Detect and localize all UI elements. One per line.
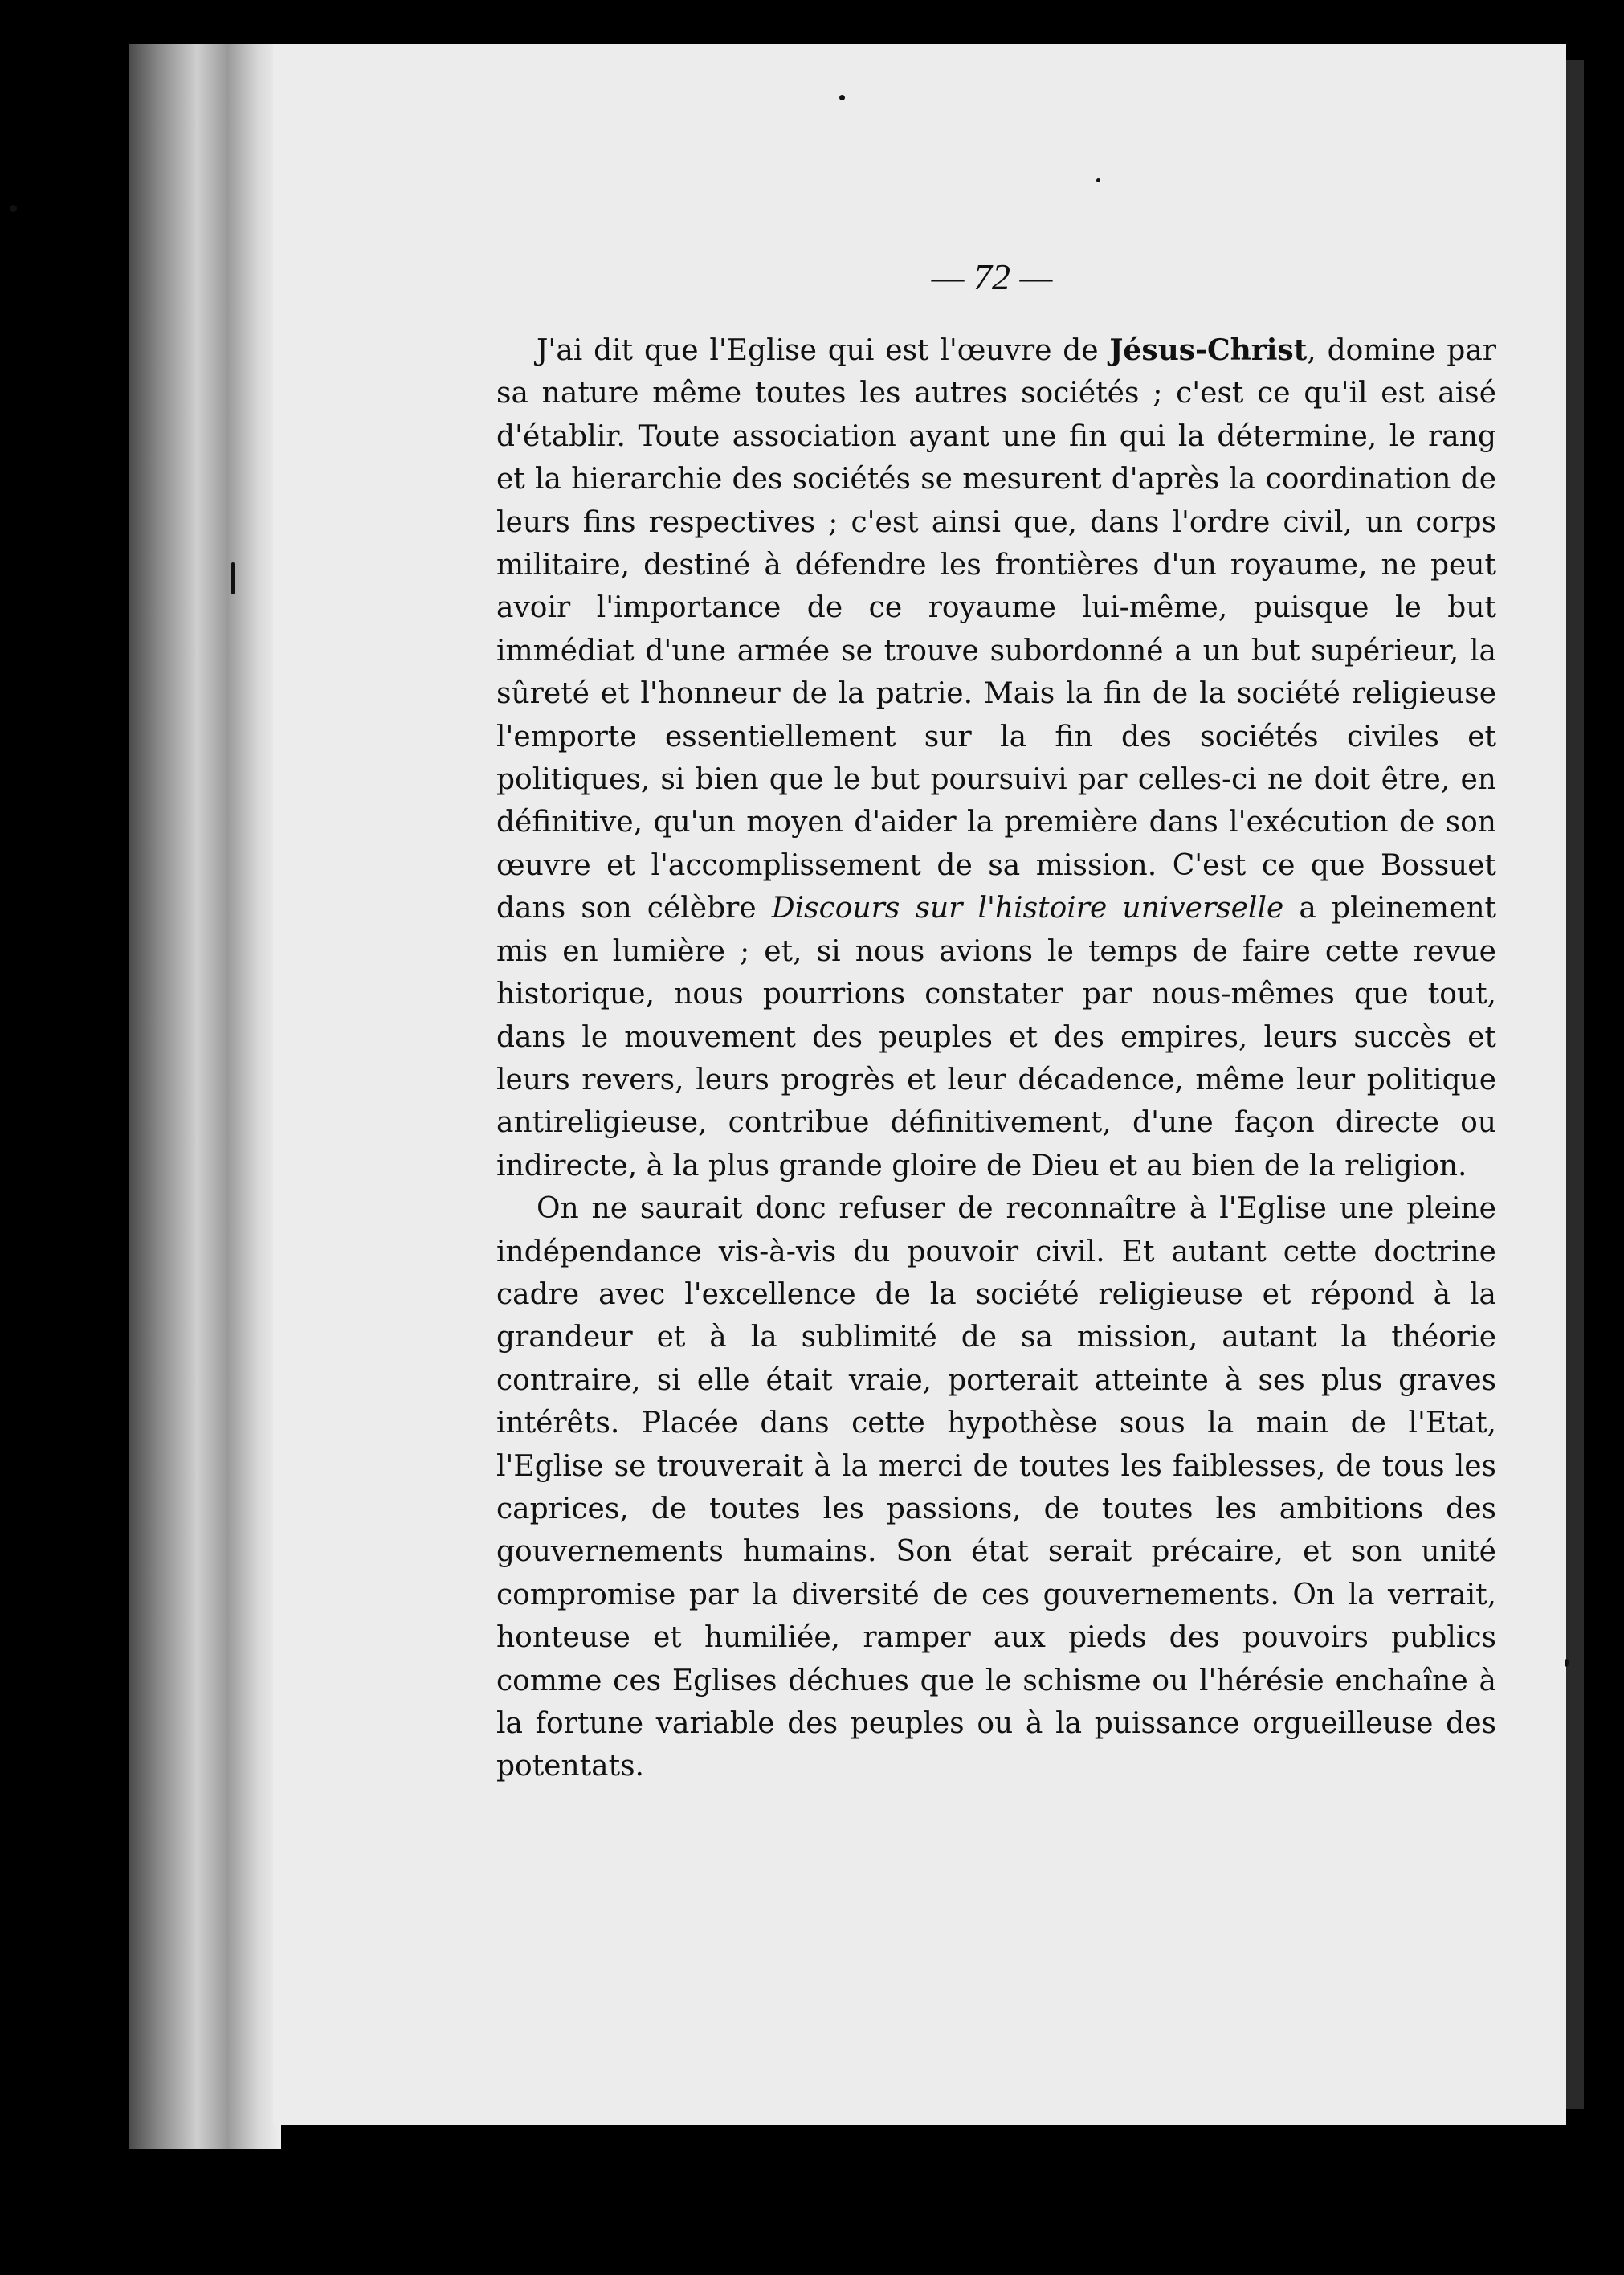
dust-speck [10,205,17,212]
italic-book-title: Discours sur l'histoire universelle [771,892,1284,925]
page-stack-edge [129,44,281,2149]
paragraph-1 [496,329,1496,1187]
paragraph-1-text: , domine par sa nature même toutes les autres sociétés ; c'est ce qu'il est aisé d'établir. Toute association ayant une fin qui la détermine, le rang et la hierarchie des sociétés se mesurent d'après la coordination de leurs fins respectives ; c'est ainsi que, dans l'ordre civil, un corps militaire, destiné à défendre les frontières d'un royaume, ne peut avoir l'importance de ce royaume lui-même, puisque le but immédiat d'une armée se trouve subordonné a un but supérieur, la sûreté et l'honneur de la patrie. Mais la fin de la société religieuse l'emporte essentiellement sur la fin des sociétés civiles et politiques, si bien que le but poursuivi par celles-ci ne doit être, en définitive, qu'un moyen d'aider la première dans l'exécution de son œuvre et l'accomplissement de sa mission. C'est ce que Bossuet dans son célèbre [496,334,1496,925]
paragraph-1-text: a pleinement mis en lumière ; et, si nous avions le temps de faire cette revue historique, nous pourrions constater par nous-mêmes que tout, dans le mouvement des peuples et des empires, leurs succès et leurs revers, leurs progrès et leur décadence, même leur politique antireligieuse, contribue définitivement, d'une façon directe ou indirecte, à la plus grande gloire de Dieu et au bien de la religion. [496,892,1497,1182]
dust-speck [231,562,235,594]
paragraph-2: On ne saurait donc refuser de reconnaître à l'Eglise une pleine indépendance vis-à-vis du pouvoir civil. Et autant cette doctrine cadre avec l'excellence de la société religieuse et répond à la grandeur et à la sublimité de sa mission, autant la théorie contraire, si elle était vraie, porterait atteinte à ses plus graves intérêts. Placée dans cette hypothèse sous la main de l'Etat, l'Eglise se trouverait à la merci de toutes les faiblesses, de tous les caprices, de toutes les passions, de toutes les ambitions des gouvernements humains. Son état serait précaire, et son unité compromise par la diversité de ces gouvernements. On la verrait, honteuse et humiliée, ramper aux pieds des pouvoirs publics comme ces Eglises déchues que le schisme ou l'hérésie enchaîne à la fortune variable des peuples ou à la puissance orgueilleuse des potentats. [496,1192,1496,1783]
paragraph-1-text: J'ai dit que l'Eglise qui est l'œuvre de [537,334,1110,367]
page-number: — 72 — [931,256,1053,297]
bold-name-jesus-christ: Jésus-Christ [1109,333,1308,367]
dust-speck [1565,1659,1569,1667]
dust-speck [1096,178,1100,182]
dust-speck [839,95,845,100]
body-text [496,329,1496,1788]
book-cover-edge [1566,60,1584,2109]
